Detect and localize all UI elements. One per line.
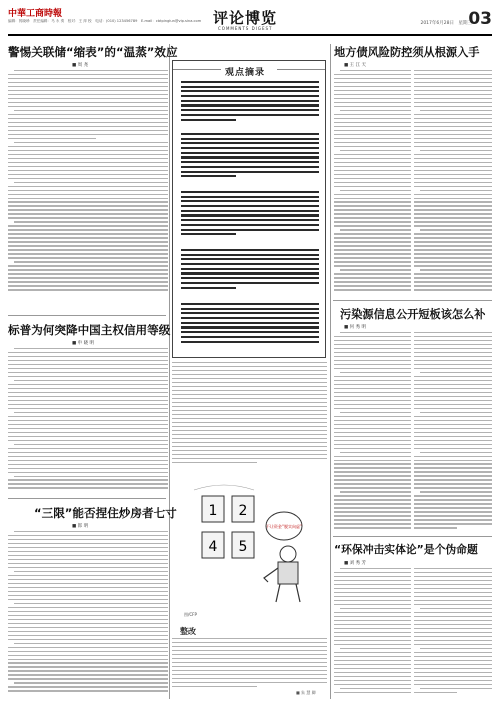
article-body bbox=[8, 531, 168, 699]
section-subtitle: COMMENTS DIGEST bbox=[218, 26, 273, 31]
article-byline: ■ 刘 秀 芳 bbox=[344, 561, 367, 566]
article-body bbox=[172, 362, 327, 466]
article-byline: ■ 申 晓 明 bbox=[72, 341, 95, 346]
page-header bbox=[8, 6, 492, 36]
column-divider bbox=[330, 44, 331, 699]
article-byline: ■ 周 尧 bbox=[72, 63, 89, 68]
quote-item bbox=[181, 303, 319, 353]
column-divider bbox=[169, 44, 170, 699]
key-label: 5 bbox=[238, 539, 248, 555]
article-headline: “环保冲击实体论”是个伪命题 bbox=[334, 543, 478, 556]
key-label: 1 bbox=[208, 503, 218, 519]
section-title: 评论博览 bbox=[213, 9, 278, 27]
section-divider bbox=[8, 315, 166, 316]
quote-item bbox=[181, 133, 319, 185]
article-body bbox=[414, 70, 492, 296]
editorial-cartoon bbox=[184, 470, 314, 610]
article-headline: 标普为何突降中国主权信用等级 bbox=[8, 323, 171, 337]
article-body bbox=[334, 70, 411, 296]
article-body bbox=[414, 568, 492, 698]
page-date: 2017年6月28日 星期三 bbox=[420, 21, 472, 26]
section-divider bbox=[333, 300, 492, 301]
quote-item bbox=[181, 249, 319, 297]
masthead-contact: 编辑：郭晓珍 责任编辑：马 永 奏 校对：王 萍 校 电话：(010) 123456789 E-mail：cbtpinglun@vip.sina.com bbox=[8, 19, 202, 23]
key-label: 2 bbox=[238, 503, 248, 519]
article-byline: ■ 何 秀 明 bbox=[344, 325, 367, 330]
quote-item bbox=[181, 81, 319, 127]
article-body bbox=[334, 568, 411, 698]
masthead: 中華工商時報 bbox=[8, 9, 63, 19]
quotes-title: 观点摘录 bbox=[225, 68, 266, 78]
quotes-box bbox=[172, 60, 326, 358]
article-body bbox=[414, 332, 492, 532]
article-body bbox=[334, 332, 411, 532]
cartoon-caption: 图/CFP bbox=[184, 612, 197, 617]
key-label: 4 bbox=[208, 539, 218, 555]
article-byline: ■ 郎 明 bbox=[72, 524, 89, 529]
section-divider bbox=[333, 536, 492, 537]
cartoon-author: ■ 朱 慧 卿 bbox=[296, 690, 316, 695]
section-divider bbox=[8, 498, 166, 499]
page-number: 03 bbox=[468, 9, 492, 29]
title-rule bbox=[173, 69, 221, 70]
title-rule bbox=[277, 69, 325, 70]
article-body bbox=[8, 70, 168, 310]
article-headline: 警惕关联储“缩表”的“温蒸”效应 bbox=[8, 45, 178, 59]
cartoon-description bbox=[172, 638, 327, 696]
quote-item bbox=[181, 191, 319, 243]
article-body bbox=[8, 348, 168, 494]
article-byline: ■ 王 江 天 bbox=[344, 63, 367, 68]
cartoon-title: 整改 bbox=[180, 627, 196, 636]
article-headline: “三限”能否捏住炒房者七寸 bbox=[34, 506, 177, 520]
article-headline: 地方债风险防控须从根源入手 bbox=[334, 46, 480, 59]
speech-bubble-text: 不让资金“脱实向虚” bbox=[265, 524, 303, 529]
article-headline: 污染源信息公开短板该怎么补 bbox=[340, 308, 486, 321]
